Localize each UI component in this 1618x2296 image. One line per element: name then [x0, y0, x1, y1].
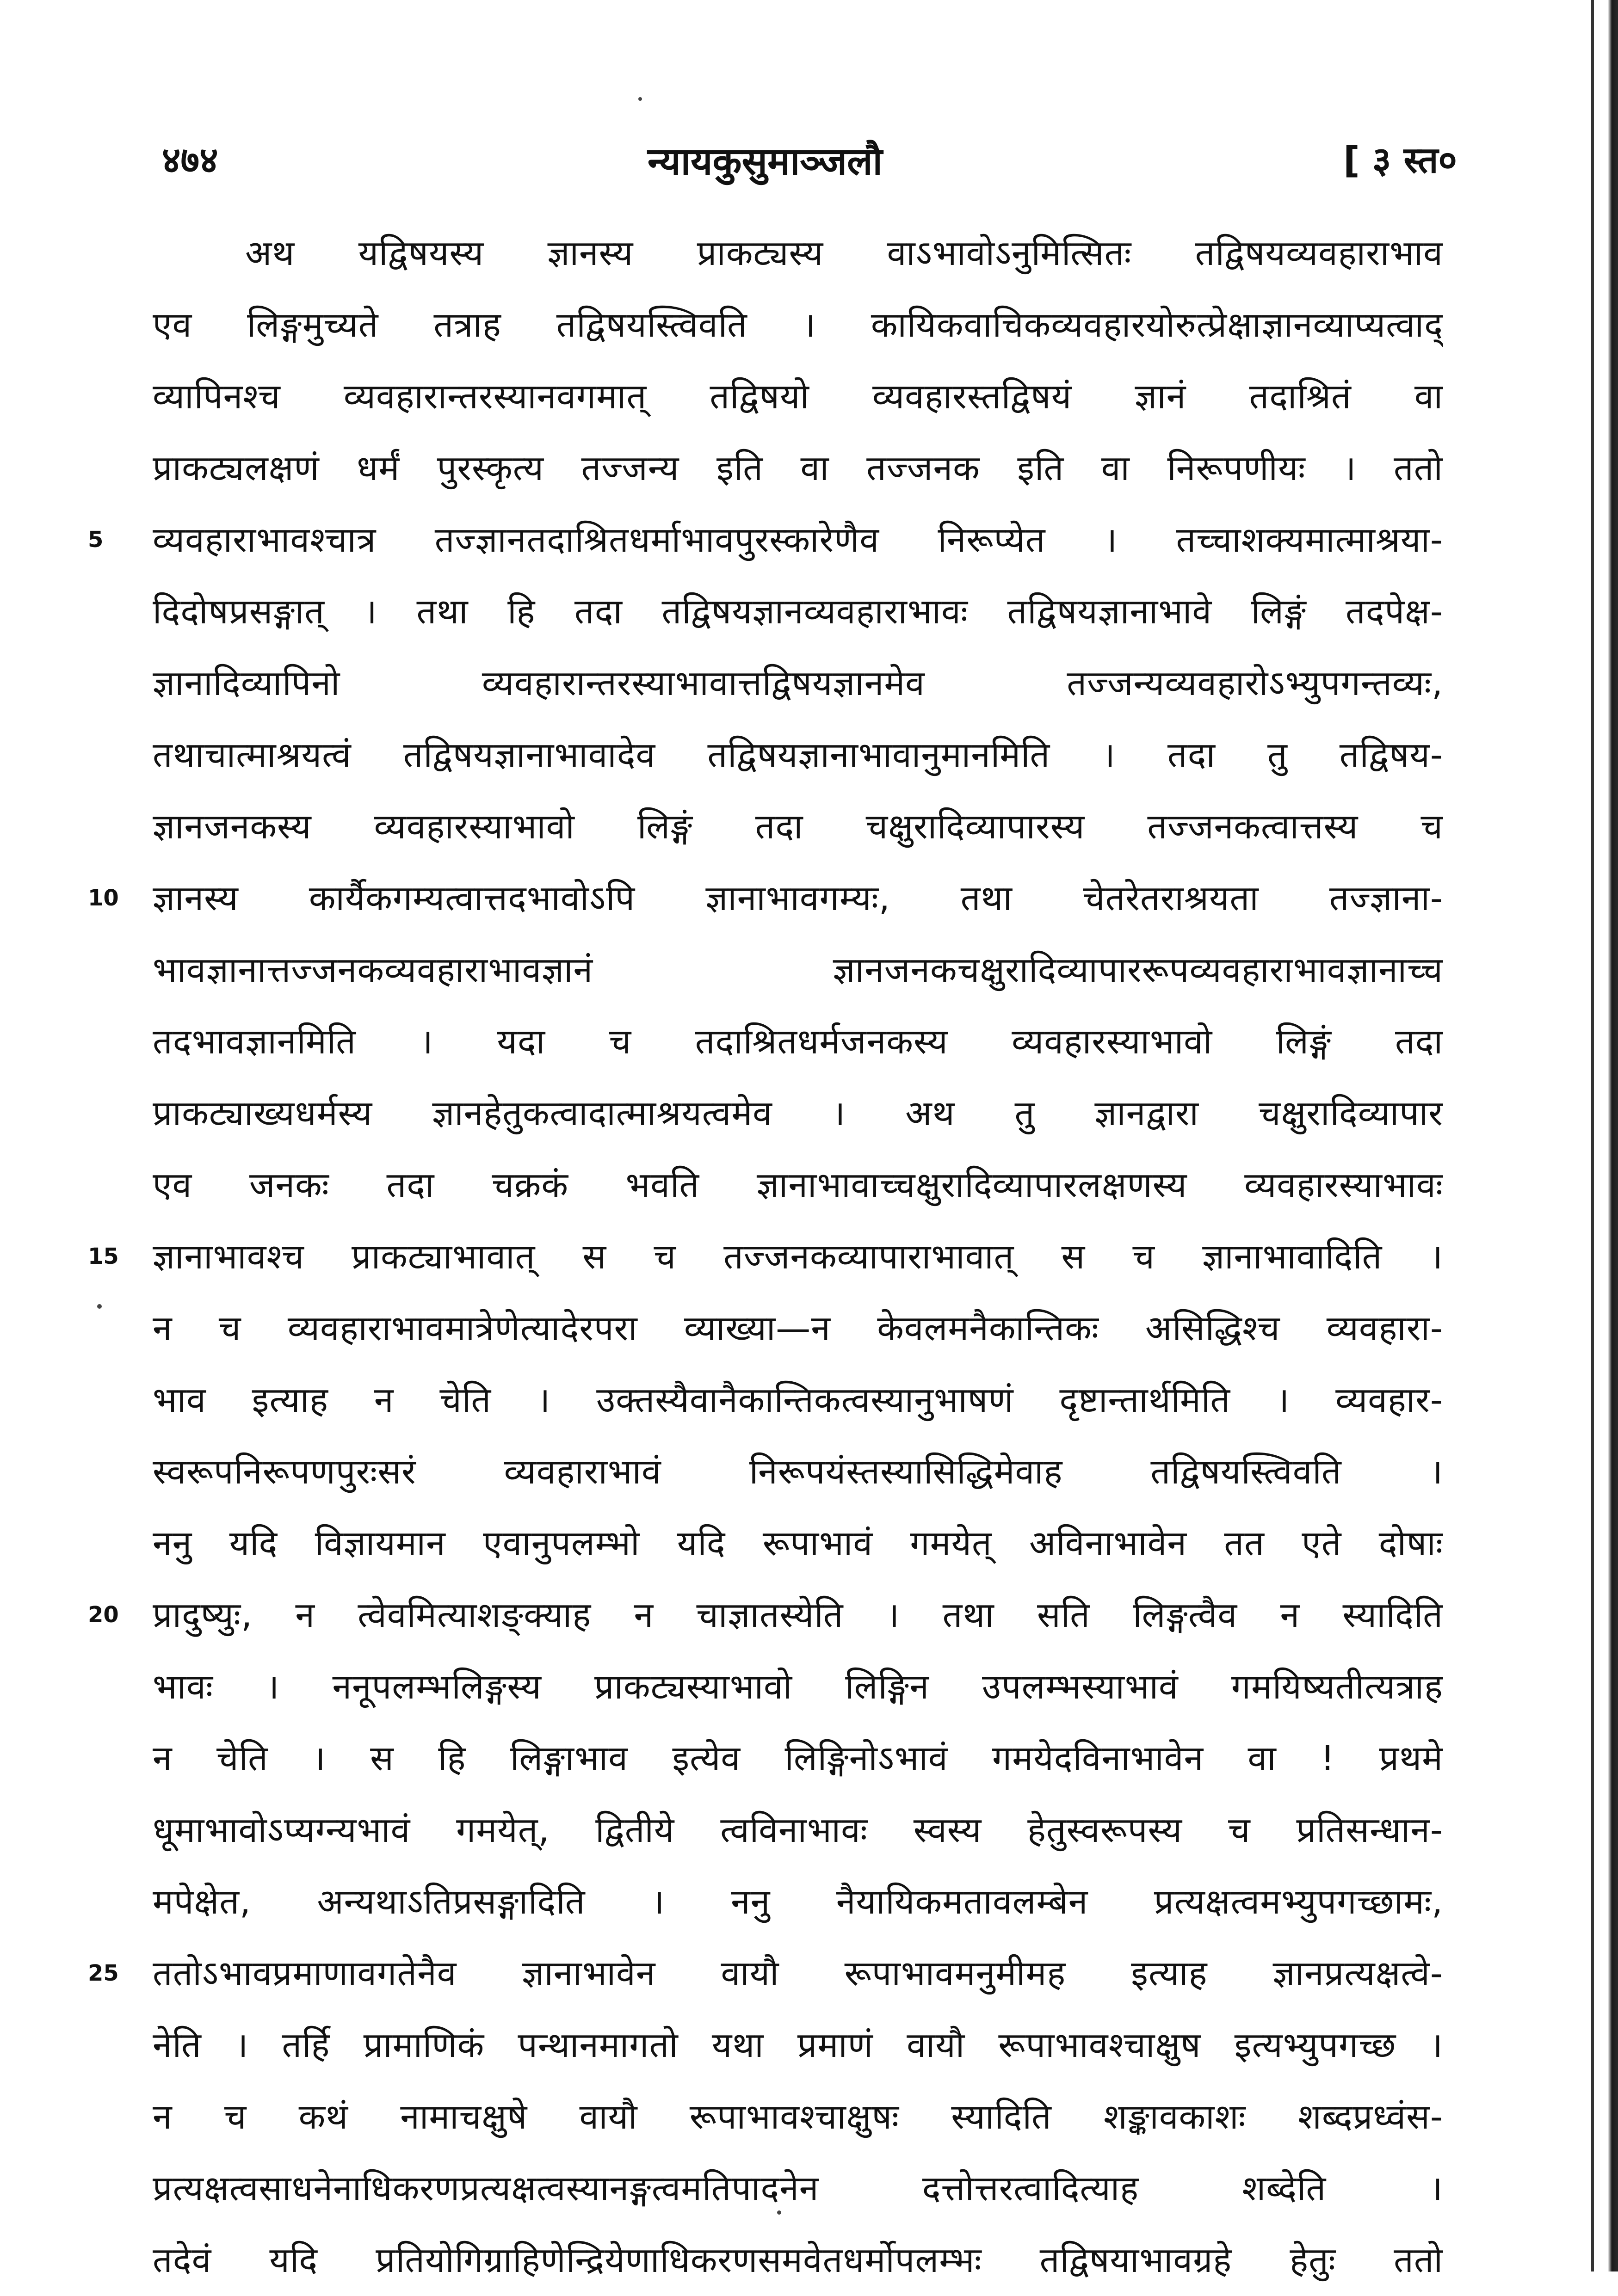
text-line: न चेति । स हि लिङ्गाभाव इत्येव लिङ्गिनोऽभावं गमयेदविनाभावेन वा ! प्रथमे	[153, 1738, 1443, 1779]
scan-speck	[777, 2210, 781, 2215]
line-number: 10	[88, 885, 119, 911]
text-line: न च व्यवहाराभावमात्रेणेत्यादेरपरा व्याख्या—न केवलमनैकान्तिकः असिद्धिश्च व्यवहारा-	[153, 1308, 1443, 1348]
line-number: 25	[88, 1960, 119, 1986]
text-line: तदेवं यदि प्रतियोगिग्राहिणेन्द्रियेणाधिकरणसमवेतधर्मोपलम्भः तद्विषयाभावग्रहे हेतुः ततो	[153, 2240, 1443, 2280]
page-edge-shadow	[1608, 0, 1618, 2271]
section-reference: [ ३ स्त०	[1343, 140, 1457, 181]
text-line: प्राकट्यलक्षणं धर्मं पुरस्कृत्य तज्जन्य इति वा तज्जनक इति वा निरूपणीयः । ततो	[153, 448, 1443, 488]
text-line: एव जनकः तदा चक्रकं भवति ज्ञानाभावाच्चक्षुरादिव्यापारलक्षणस्य व्यवहारस्याभावः	[153, 1164, 1443, 1205]
scan-speck	[97, 1304, 102, 1309]
text-line: ननु यदि विज्ञायमान एवानुपलम्भो यदि रूपाभावं गमयेत् अविनाभावेन तत एते दोषाः	[153, 1523, 1443, 1563]
text-line: दिदोषप्रसङ्गात् । तथा हि तदा तद्विषयज्ञानव्यवहाराभावः तद्विषयज्ञानाभावे लिङ्गं तदपेक्ष-	[153, 591, 1443, 632]
text-line: ज्ञानाभावश्च प्राकट्याभावात् स च तज्जनकव्यापाराभावात् स च ज्ञानाभावादिति ।	[153, 1236, 1443, 1277]
text-line: ज्ञानादिव्यापिनो व्यवहारान्तरस्याभावात्तद्विषयज्ञानमेव तज्जन्यव्यवहारोऽभ्युपगन्तव्यः,	[153, 663, 1443, 703]
page-header	[162, 134, 1457, 190]
text-line: नेति । तर्हि प्रामाणिकं पन्थानमागतो यथा प्रमाणं वायौ रूपाभावश्चाक्षुष इत्यभ्युपगच्छ ।	[153, 2025, 1443, 2065]
line-number: 15	[88, 1243, 119, 1269]
line-number: 5	[88, 527, 104, 553]
scan-speck	[638, 97, 642, 101]
text-line: भावः । ननूपलम्भलिङ्गस्य प्राकट्यस्याभावो लिङ्गिन उपलम्भस्याभावं गमयिष्यतीत्यत्राह	[153, 1666, 1443, 1707]
page-margin-rule	[1591, 0, 1594, 2271]
text-line: एव लिङ्गमुच्यते तत्राह तद्विषयस्त्विवति । कायिकवाचिकव्यवहारयोरुत्प्रेक्षाज्ञानव्याप्यत्वाद्	[153, 304, 1443, 345]
body-text	[153, 217, 1443, 2296]
text-line: न च कथं नामाचक्षुषे वायौ रूपाभावश्चाक्षुषः स्यादिति शङ्कावकाशः शब्दप्रध्वंस-	[153, 2096, 1443, 2137]
text-line: स्वरूपनिरूपणपुरःसरं व्यवहाराभावं निरूपयंस्तस्यासिद्धिमेवाह तद्विषयस्त्विवति ।	[153, 1451, 1443, 1492]
text-line: धूमाभावोऽप्यग्न्यभावं गमयेत्, द्वितीये त्वविनाभावः स्वस्य हेतुस्वरूपस्य च प्रतिसन्धान-	[153, 1810, 1443, 1850]
text-line: प्रत्यक्षत्वसाधनेनाधिकरणप्रत्यक्षत्वस्यानङ्गत्वमतिपादनेन दत्तोत्तरत्वादित्याह शब्देति ।	[153, 2168, 1443, 2209]
text-line: अथ यद्विषयस्य ज्ञानस्य प्राकट्यस्य वाऽभावोऽनुमित्सितः तद्विषयव्यवहाराभाव	[245, 233, 1443, 273]
page-number: ४७४	[162, 140, 218, 181]
text-line: ज्ञानस्य कार्यैकगम्यत्वात्तदभावोऽपि ज्ञानाभावगम्यः, तथा चेतरेतराश्रयता तज्ज्ञाना-	[153, 878, 1443, 918]
text-line: ज्ञानजनकस्य व्यवहारस्याभावो लिङ्गं तदा चक्षुरादिव्यापारस्य तज्जनकत्वात्तस्य च	[153, 806, 1443, 847]
text-line: भावज्ञानात्तज्जनकव्यवहाराभावज्ञानं ज्ञानजनकचक्षुरादिव्यापाररूपव्यवहाराभावज्ञानाच्च	[153, 949, 1443, 990]
running-title: न्यायकुसुमाञ्जलौ	[648, 140, 883, 184]
text-line: तदभावज्ञानमिति । यदा च तदाश्रितधर्मजनकस्य व्यवहारस्याभावो लिङ्गं तदा	[153, 1021, 1443, 1062]
text-line: ततोऽभावप्रमाणावगतेनैव ज्ञानाभावेन वायौ रूपाभावमनुमीमह इत्याह ज्ञानप्रत्यक्षत्वे-	[153, 1953, 1443, 1994]
text-line: भाव इत्याह न चेति । उक्तस्यैवानैकान्तिकत्वस्यानुभाषणं दृष्टान्तार्थमिति । व्यवहार-	[153, 1379, 1443, 1420]
line-number: 20	[88, 1602, 119, 1628]
text-line: व्यवहाराभावश्चात्र तज्ज्ञानतदाश्रितधर्माभावपुरस्कारेणैव निरूप्येत । तच्चाशक्यमात्माश्रया-	[153, 519, 1443, 560]
text-line: मपेक्षेत, अन्यथाऽतिप्रसङ्गादिति । ननु नैयायिकमतावलम्बेन प्रत्यक्षत्वमभ्युपगच्छामः,	[153, 1881, 1443, 1922]
text-line: प्रादुष्युः, न त्वेवमित्याशङ्क्याह न चाज्ञातस्येति । तथा सति लिङ्गत्वैव न स्यादिति	[153, 1594, 1443, 1635]
text-line: व्यापिनश्च व्यवहारान्तरस्यानवगमात् तद्विषयो व्यवहारस्तद्विषयं ज्ञानं तदाश्रितं वा	[153, 376, 1443, 417]
text-line: प्राकट्याख्यधर्मस्य ज्ञानहेतुकत्वादात्माश्रयत्वमेव । अथ तु ज्ञानद्वारा चक्षुरादिव्यापार	[153, 1093, 1443, 1133]
text-line: तथाचात्माश्रयत्वं तद्विषयज्ञानाभावादेव तद्विषयज्ञानाभावानुमानमिति । तदा तु तद्विषय-	[153, 734, 1443, 775]
